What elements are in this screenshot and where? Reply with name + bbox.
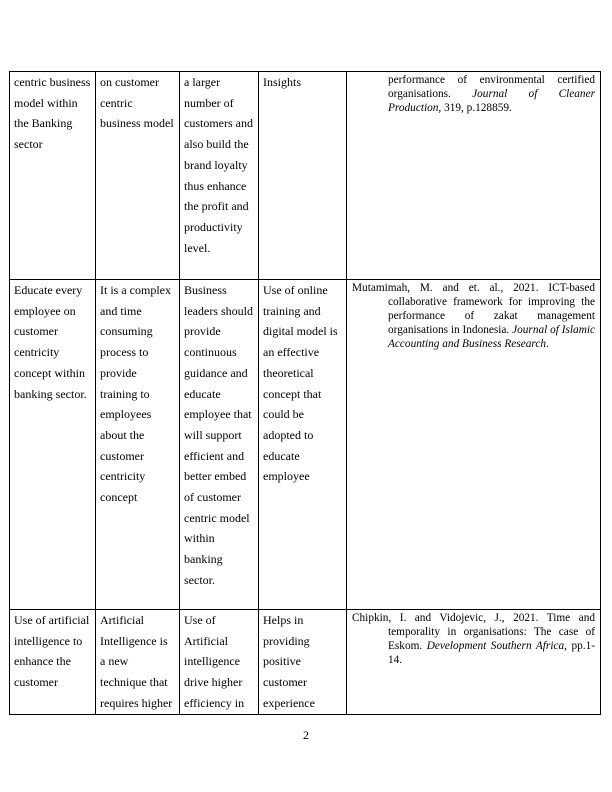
cell-insight: Helps in providing positive customer experience [259,610,347,715]
table-row [10,610,601,715]
cell-insight: Use of online training and digital model is an effective theoretical concept that could be adopted to educate employee [259,280,347,610]
cell-recommendation: a larger number of customers and also build the brand loyalty thus enhance the profit and productivity level. [180,72,259,280]
cell-strategy: Educate every employee on customer centricity concept within banking sector. [10,280,96,610]
journal-name: Journal of Islamic Accounting and Business Research [388,324,596,350]
strategy-table [9,71,601,715]
cell-strategy: Use of artificial intelligence to enhance the customer [10,610,96,715]
cell-challenge: Artificial Intelligence is a new technique that requires higher [96,610,180,715]
cell-reference [347,280,601,610]
cell-insight: Insights [259,72,347,280]
cell-reference [347,610,601,715]
cell-strategy: centric business model within the Banking sector [10,72,96,280]
cell-challenge: on customer centric business model [96,72,180,280]
cell-challenge: It is a complex and time consuming process to provide training to employees about the customer centricity concept [96,280,180,610]
reference-entry: Chipkin, I. and Vidojevic, J., 2021. Time and temporality in organisations: The case of Eskom. Development Southern Africa, pp.1-14. [352,612,595,666]
reference-entry: performance of environmental certified organisations. Journal of Cleaner Production, 319, p.128859. [388,74,595,114]
cell-recommendation: Business leaders should provide continuous guidance and educate employee that will support efficient and better embed of customer centric model within banking sector. [180,280,259,610]
cell-recommendation: Use of Artificial intelligence drive higher efficiency in [180,610,259,715]
reference-entry: Mutamimah, M. and et. al., 2021. ICT-based collaborative framework for improving the performance of zakat management organisations in Indonesia. Journal of Islamic Accounting and Business Research. [352,282,596,350]
journal-name: Development Southern Africa [426,640,565,652]
page-number: 2 [303,728,309,742]
cell-reference [347,72,601,280]
journal-name: Journal of Cleaner Production [388,88,595,114]
table-row [10,72,601,280]
table-row [10,280,601,610]
